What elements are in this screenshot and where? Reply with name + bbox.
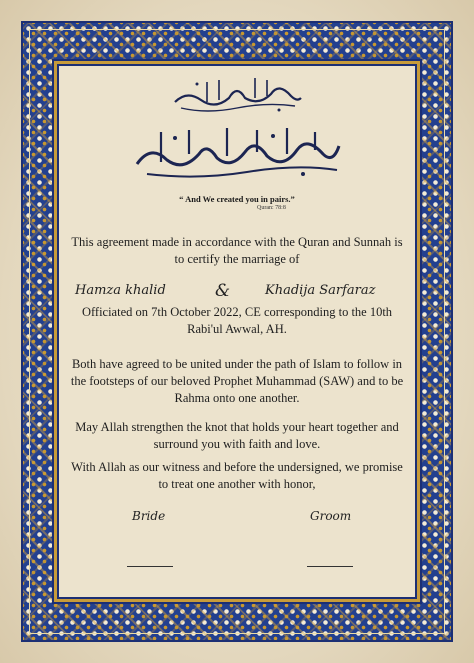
intro-paragraph: This agreement made in accordance with the Quran and Sunnah is to certify the marriage of [71,235,403,266]
bride-signature-line [127,566,173,567]
promise-paragraph: With Allah as our witness and before the undersigned, we promise to treat one another with honor, [71,460,403,491]
groom-signature-line [307,566,353,567]
ampersand: & [215,281,231,301]
verse-reference: Quran: 78:8 [257,205,286,211]
agreement-paragraph: Both have agreed to be united under the path of Islam to follow in the footsteps of our beloved Prophet Muhammad (SAW) and to be Rahma onto one another. [70,357,404,405]
bride-signature-label: Bride [132,509,166,523]
verse-calligraphy [127,124,347,182]
couple-names [57,283,417,303]
bismillah-calligraphy [167,72,307,116]
groom-signature-label: Groom [310,509,352,523]
blessing-paragraph: May Allah strengthen the knot that holds your heart together and surround you with faith and love. [75,420,399,451]
bride-name: Khadija Sarfaraz [265,283,376,298]
groom-name: Hamza khalid [75,283,166,298]
officiated-paragraph: Officiated on 7th October 2022, CE corresponding to the 10th Rabi'ul Awwal, AH. [81,305,393,336]
verse-translation: “ And We created you in pairs.” [179,194,295,204]
certificate-content [57,64,417,599]
